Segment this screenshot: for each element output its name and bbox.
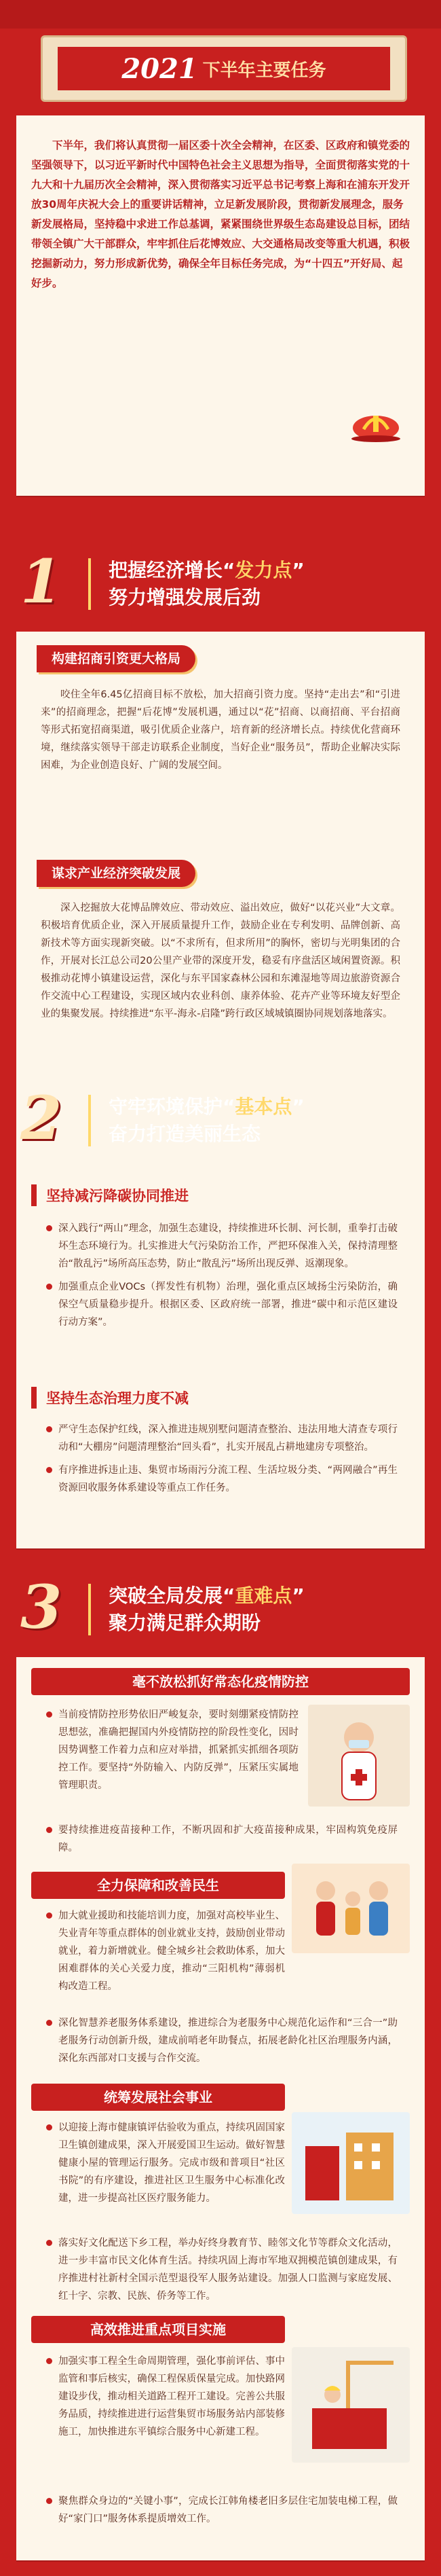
section-3-sub-4-band: 高效推进重点项目实施 [31, 2316, 285, 2343]
section-divider [88, 1095, 91, 1146]
list-item: 加强实事工程全生命周期管理，强化事前评估、事中监管和事后核实，确保工程保质保量完成。加快路网建设步伐，推动相关道路工程开工建设。完善公共服务品质，持续推进进行运营集贸市场服务站内部装修施工，加快推进东平镇综合服务中心新建工程。 [58, 2353, 285, 2441]
section-2-number: 2 [20, 1083, 62, 1153]
section-3-header [0, 1569, 441, 1650]
list-item: 加大就业援助和技能培训力度，加强对高校毕业生、失业青年等重点群体的创业就业支持，鼓励创业带动就业，着力新增就业。健全城乡社会救助体系，加大困难群体的关心关爱力度，推动“三阳机构”薄弱机构改造工程。 [58, 1907, 285, 1995]
family-illustration [292, 1864, 410, 1953]
section-2-sub-1-list [58, 1220, 398, 1337]
top-banner [0, 0, 441, 29]
section-2-sub-2-heading: 坚持生态治理力度不减 [31, 1383, 189, 1413]
section-1-sub-1-tag: 构建招商引资更大格局 [37, 645, 195, 672]
section-1-sub-2-text: 深入挖掘放大花博品牌效应、带动效应、溢出效应，做好“以花兴业”大文章。积极培育优质企业，深入开展质量提升工作，鼓励企业在专利发明、品牌创新、高新技术等方面实现新突破。以“不求所有，但求所用”的胸怀，密切与光明集团的合作，开展对长江总公司20公里产业带的深度开发，稳妥有序盘活区域闲置资源。积极推动花博小镇建设运营，深化与东平国家森林公园和东滩湿地等周边旅游资源合作交流中心工程建设，实现区域内农业科创、康养体验、花卉产业等环境友好型企业的集聚发展。持续推进“东平-海永-启隆”跨行政区域城镇圈协同规划落地落实。 [41, 903, 400, 1019]
construction-illustration [292, 2347, 410, 2463]
community-illustration [292, 2112, 410, 2214]
section-2-title: 守牢环境保护“基本点” 奋力打造美丽生态 [109, 1095, 305, 1145]
list-item: 深入践行“两山”理念，加强生态建设，持续推进环长制、河长制，重拳打击破坏生态环境行为。扎实推进大气污染防治工作，严把环保准入关，保持清理整治“散乱污”场所高压态势，防止“散乱污”场所出现反弹、返潮现象。 [58, 1220, 398, 1273]
list-item: 落实好文化配送下乡工程，举办好终身教育节、睦邻文化节等群众文化活动，进一步丰富市民文化体育生活。持续巩固上海市军地双拥模范镇创建成果，有序推进村社新村全国示范型退役军人服务站建设。加强人口监测与家庭发展、红十字、宗教、民族、侨务等工作。 [58, 2234, 398, 2305]
header-title-box [41, 35, 407, 102]
list-item: 严守生态保护红线，深入推进违规别墅问题清查整治、违法用地大清查专项行动和“大棚房”问题清理整治“回头看”，扎实开展乱占耕地建房专项整治。 [58, 1421, 398, 1456]
section-3-number: 3 [20, 1572, 62, 1642]
section-3-sub-3-list [58, 2119, 285, 2213]
section-3-sub-2-list-b [58, 2014, 398, 2073]
section-3-sub-1-list [58, 1706, 299, 1800]
section-1-number: 1 [20, 546, 62, 617]
section-3-sub-1-band: 毫不放松抓好常态化疫情防控 [31, 1668, 410, 1695]
list-item: 以迎接上海市健康镇评估验收为重点，持续巩固国家卫生镇创建成果，深入开展爱国卫生运动。做好智慧健康小屋的管理运行服务。完成市级和普项目“社区书院”的有序建设，推进社区卫生服务中心标准化改建，进一步提高社区医疗服务能力。 [58, 2119, 285, 2207]
list-item: 要持续推进疫苗接种工作，不断巩固和扩大疫苗接种成果，牢固构筑免疫屏障。 [58, 1821, 398, 1857]
section-3-sub-4-list [58, 2353, 285, 2446]
section-3-sub-2-band: 全力保障和改善民生 [31, 1872, 285, 1899]
section-divider [88, 558, 91, 610]
section-divider [88, 1584, 91, 1635]
section-1-header [0, 543, 441, 625]
section-3-sub-3-list-b [58, 2234, 398, 2310]
list-item: 有序推进拆违止违、集贸市场雨污分流工程、生活垃圾分类、“两网融合”再生资源回收服务体系建设等重点工作任务。 [58, 1462, 398, 1497]
section-3-sub-2-list [58, 1907, 285, 2001]
list-item: 聚焦群众身边的“关键小事”，完成长江韩角楼老旧多层住宅加装电梯工程，做好“家门口”服务体系提质增效工作。 [58, 2492, 398, 2528]
section-3-sub-4-list-b [58, 2492, 398, 2533]
list-item: 深化智慧养老服务体系建设，推进综合为老服务中心规范化运作和“三合一”助老服务行动创新升级，建成前哨老年助餐点，拓展老龄化社区治理服务内涵，深化东西部对口支援与合作交流。 [58, 2014, 398, 2067]
list-item: 加强重点企业VOCs（挥发性有机物）治理，强化重点区域扬尘污染防治，确保空气质量稳步提升。根据区委、区政府统一部署，推进“碳中和示范区建设行动方案”。 [58, 1278, 398, 1331]
section-3-sub-1-list-b [58, 1821, 398, 1862]
section-1-sub-2-tag: 谋求产业经济突破发展 [37, 860, 195, 887]
medical-worker-illustration [308, 1705, 410, 1807]
section-2-sub-1-heading: 坚持减污降碳协同推进 [31, 1180, 189, 1210]
section-1-sub-1-text: 咬住全年6.45亿招商目标不放松，加大招商引资力度。坚持“走出去”和“引进来”的招商理念，把握“后花博”发展机遇，通过以“花”招商、以商招商、平台招商等形式拓宽招商渠道，吸引优质企业落户，培育新的经济增长点。持续优化营商环境，继续落实领导干部走访联系企业制度，当好企业“服务员”，帮助企业解决实际困难，为企业创造良好、广阔的发展空间。 [41, 689, 400, 771]
party-emblem-icon [349, 402, 403, 443]
list-item: 当前疫情防控形势依旧严峻复杂，要时刻绷紧疫情防控思想弦，准确把握国内外疫情防控的阶段性变化，因时因势调整工作着力点和应对举措，抓紧抓实抓细各项防控工作。要坚持“外防输入、内防反弹”，压紧压实属地管理职责。 [58, 1706, 299, 1794]
intro-paragraph: 下半年，我们将认真贯彻一届区委十次全会精神，在区委、区政府和镇党委的坚强领导下，以习近平新时代中国特色社会主义思想为指导，全面贯彻落实党的十九大和十九届历次全会精神，深入贯彻落实习近平总书记考察上海和在浦东开发开放30周年庆祝大会上的重要讲话精神，立足新发展阶段，贯彻新发展理念，服务新发展格局，坚持稳中求进工作总基调，紧紧围绕世界级生态岛建设总目标，团结带领全镇广大干部群众，牢牢抓住后花博效应、大交通格局改变等重大机遇，积极挖掘新动力，努力形成新优势，确保全年目标任务完成，为“十四五”开好局、起好步。 [31, 139, 410, 289]
section-3-sub-3-band: 统筹发展社会事业 [31, 2084, 285, 2111]
header-title: 下半年主要任务 [202, 60, 326, 81]
section-1-title: 把握经济增长“发力点” 努力增强发展后劲 [109, 559, 305, 609]
section-2-header [0, 1080, 441, 1161]
header-year: 2021 [121, 52, 197, 85]
section-2-sub-2-list [58, 1421, 398, 1502]
section-3-title: 突破全局发展“重难点” 聚力满足群众期盼 [109, 1584, 305, 1634]
